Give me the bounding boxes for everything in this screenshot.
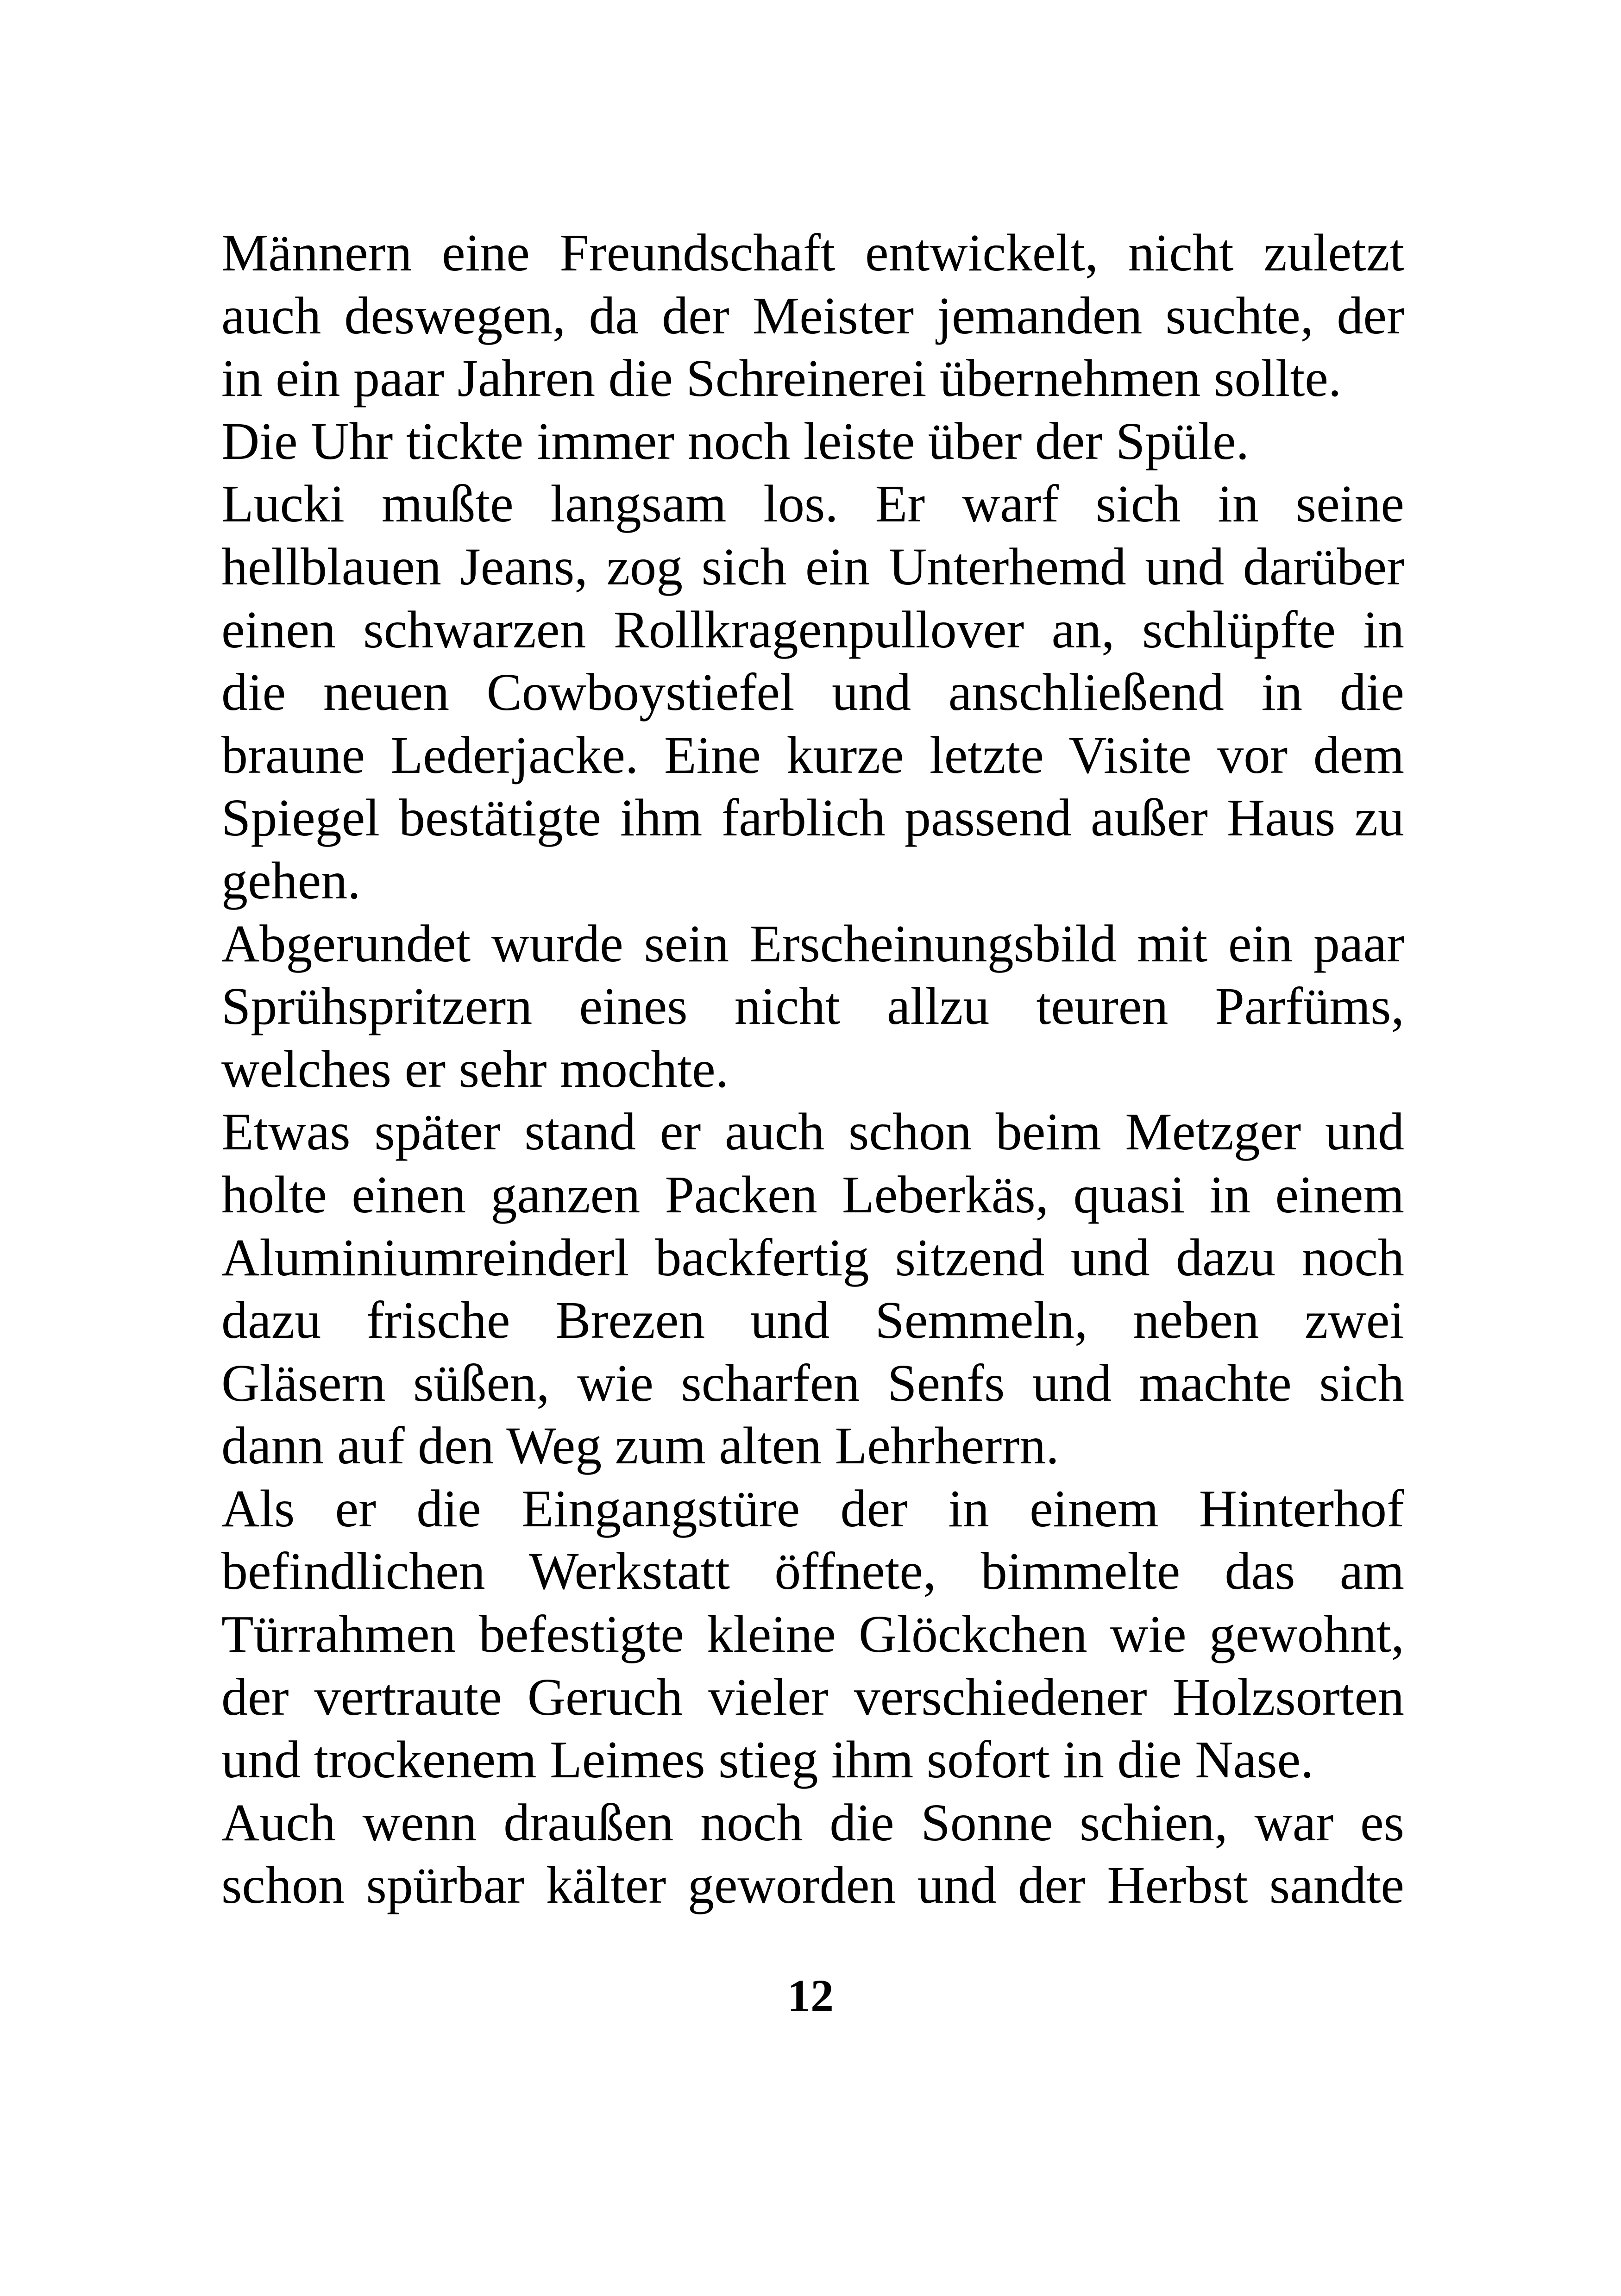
text-line: Aluminiumreinderl backfertig sitzend und dazu noch <box>221 1228 1404 1287</box>
text-line: Die Uhr tickte immer noch leiste über der Spüle. <box>221 411 1250 470</box>
text-line: dazu frische Brezen und Semmeln, neben zwei <box>221 1291 1404 1350</box>
paragraph <box>221 1477 1404 1791</box>
text-line: Etwas später stand er auch schon beim Metzger und <box>221 1102 1404 1161</box>
text-line: hellblauen Jeans, zog sich ein Unterhemd und darüber <box>221 537 1404 596</box>
paragraph <box>221 1100 1404 1477</box>
text-line: Als er die Eingangstüre der in einem Hinterhof <box>221 1479 1404 1538</box>
paragraph <box>221 472 1404 912</box>
text-line: Abgerundet wurde sein Erscheinungsbild mit ein paar <box>221 914 1404 973</box>
paragraph <box>221 221 1404 410</box>
body-text <box>221 221 1404 1917</box>
text-line: holte einen ganzen Packen Leberkäs, quasi in einem <box>221 1165 1404 1224</box>
text-line: Sprühspritzern eines nicht allzu teuren Parfüms, <box>221 977 1404 1036</box>
paragraph <box>221 1791 1404 1917</box>
text-line: Männern eine Freundschaft entwickelt, nicht zuletzt <box>221 223 1404 282</box>
text-line: dann auf den Weg zum alten Lehrherrn. <box>221 1416 1059 1475</box>
page-number: 12 <box>787 1970 834 2021</box>
text-line: der vertraute Geruch vieler verschiedener Holzsorten <box>221 1667 1404 1726</box>
text-line: die neuen Cowboystiefel und anschließend in die <box>221 663 1404 722</box>
text-line: und trockenem Leimes stieg ihm sofort in die Nase. <box>221 1730 1314 1789</box>
text-line: schon spürbar kälter geworden und der Herbst sandte <box>221 1856 1404 1915</box>
paragraph <box>221 912 1404 1101</box>
text-line: Gläsern süßen, wie scharfen Senfs und machte sich <box>221 1353 1404 1412</box>
text-line: Lucki mußte langsam los. Er warf sich in seine <box>221 474 1404 533</box>
text-line: in ein paar Jahren die Schreinerei übernehmen sollte. <box>221 349 1342 408</box>
text-line: welches er sehr mochte. <box>221 1039 729 1098</box>
text-line: Auch wenn draußen noch die Sonne schien, war es <box>221 1793 1404 1852</box>
text-line: auch deswegen, da der Meister jemanden suchte, der <box>221 286 1404 345</box>
text-line: befindlichen Werkstatt öffnete, bimmelte das am <box>221 1542 1404 1601</box>
text-line: Spiegel bestätigte ihm farblich passend außer Haus zu <box>221 788 1404 847</box>
text-line: gehen. <box>221 851 361 910</box>
paragraph <box>221 410 1404 473</box>
text-line: Türrahmen befestigte kleine Glöckchen wie gewohnt, <box>221 1605 1404 1664</box>
text-line: braune Lederjacke. Eine kurze letzte Visite vor dem <box>221 725 1404 784</box>
text-line: einen schwarzen Rollkragenpullover an, schlüpfte in <box>221 600 1404 659</box>
